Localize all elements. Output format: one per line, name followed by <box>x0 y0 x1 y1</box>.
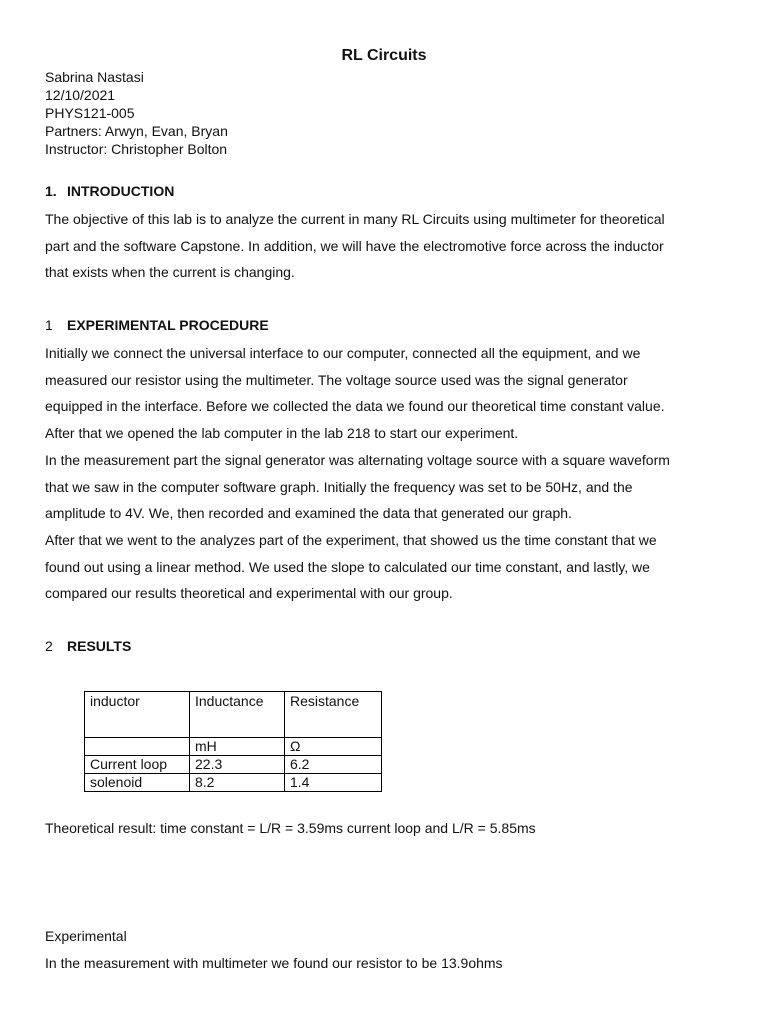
table-cell: solenoid <box>85 774 190 792</box>
table-unit-cell <box>85 738 190 756</box>
table-header-cell: inductor <box>85 692 190 738</box>
procedure-line: After that we opened the lab computer in the lab 218 to start our experiment. <box>45 425 519 442</box>
report-date: 12/10/2021 <box>45 87 116 103</box>
partners-line: Partners: Arwyn, Evan, Bryan <box>45 123 228 139</box>
intro-line: The objective of this lab is to analyze the current in many RL Circuits using multimeter for theoretical <box>45 211 665 227</box>
intro-heading <box>45 183 174 199</box>
author-block <box>45 68 228 158</box>
procedure-heading-text: EXPERIMENTAL PROCEDURE <box>67 317 269 333</box>
procedure-line: measured our resistor using the multimeter. The voltage source used was the signal generator <box>45 371 628 388</box>
document-title: RL Circuits <box>341 47 427 64</box>
procedure-line: In the measurement part the signal generator was alternating voltage source with a square waveform <box>45 451 670 468</box>
table-cell: 22.3 <box>190 756 285 774</box>
intro-line: part and the software Capstone. In addition, we will have the electromotive force across the inductor <box>45 237 664 254</box>
procedure-line: found out using a linear method. We used the slope to calculated our time constant, and lastly, we <box>45 558 650 575</box>
procedure-number: 1 <box>45 317 53 333</box>
procedure-heading <box>45 317 269 333</box>
table-cell: 6.2 <box>285 756 382 774</box>
table-unit-cell: Ω <box>285 738 382 756</box>
course-code: PHYS121-005 <box>45 105 135 121</box>
procedure-line: equipped in the interface. Before we collected the data we found our theoretical time constant value. <box>45 398 665 415</box>
table-header-row <box>85 692 382 738</box>
table-header-cell: Inductance <box>190 692 285 738</box>
results-number: 2 <box>45 638 53 654</box>
procedure-line: Initially we connect the universal interface to our computer, connected all the equipment, and we <box>45 345 641 361</box>
procedure-paragraph <box>45 340 725 607</box>
results-heading-text: RESULTS <box>67 638 132 654</box>
table-cell: 1.4 <box>285 774 382 792</box>
intro-heading-text: INTRODUCTION <box>67 183 175 199</box>
procedure-line: After that we went to the analyzes part of the experiment, that showed us the time constant that we <box>45 531 657 548</box>
table-units-row <box>85 738 382 756</box>
table-row <box>85 774 382 792</box>
procedure-line: amplitude to 4V. We, then recorded and examined the data that generated our graph. <box>45 505 572 522</box>
table-row <box>85 756 382 774</box>
procedure-line: compared our results theoretical and experimental with our group. <box>45 585 453 602</box>
results-heading <box>45 638 131 654</box>
intro-number: 1. <box>45 183 57 199</box>
results-table <box>84 691 382 792</box>
author-name: Sabrina Nastasi <box>45 69 144 85</box>
intro-paragraph <box>45 206 725 286</box>
table-cell: Current loop <box>85 756 190 774</box>
table-header-cell: Resistance <box>285 692 382 738</box>
procedure-line: that we saw in the computer software graph. Initially the frequency was set to be 50Hz, and the <box>45 478 633 495</box>
instructor-line: Instructor: Christopher Bolton <box>45 141 228 157</box>
table-unit-cell: mH <box>190 738 285 756</box>
theoretical-result: Theoretical result: time constant = L/R = 3.59ms current loop and L/R = 5.85ms <box>45 820 536 836</box>
experimental-text: In the measurement with multimeter we found our resistor to be 13.9ohms <box>45 955 503 971</box>
table-cell: 8.2 <box>190 774 285 792</box>
experimental-label: Experimental <box>45 928 127 944</box>
intro-line: that exists when the current is changing. <box>45 264 295 281</box>
